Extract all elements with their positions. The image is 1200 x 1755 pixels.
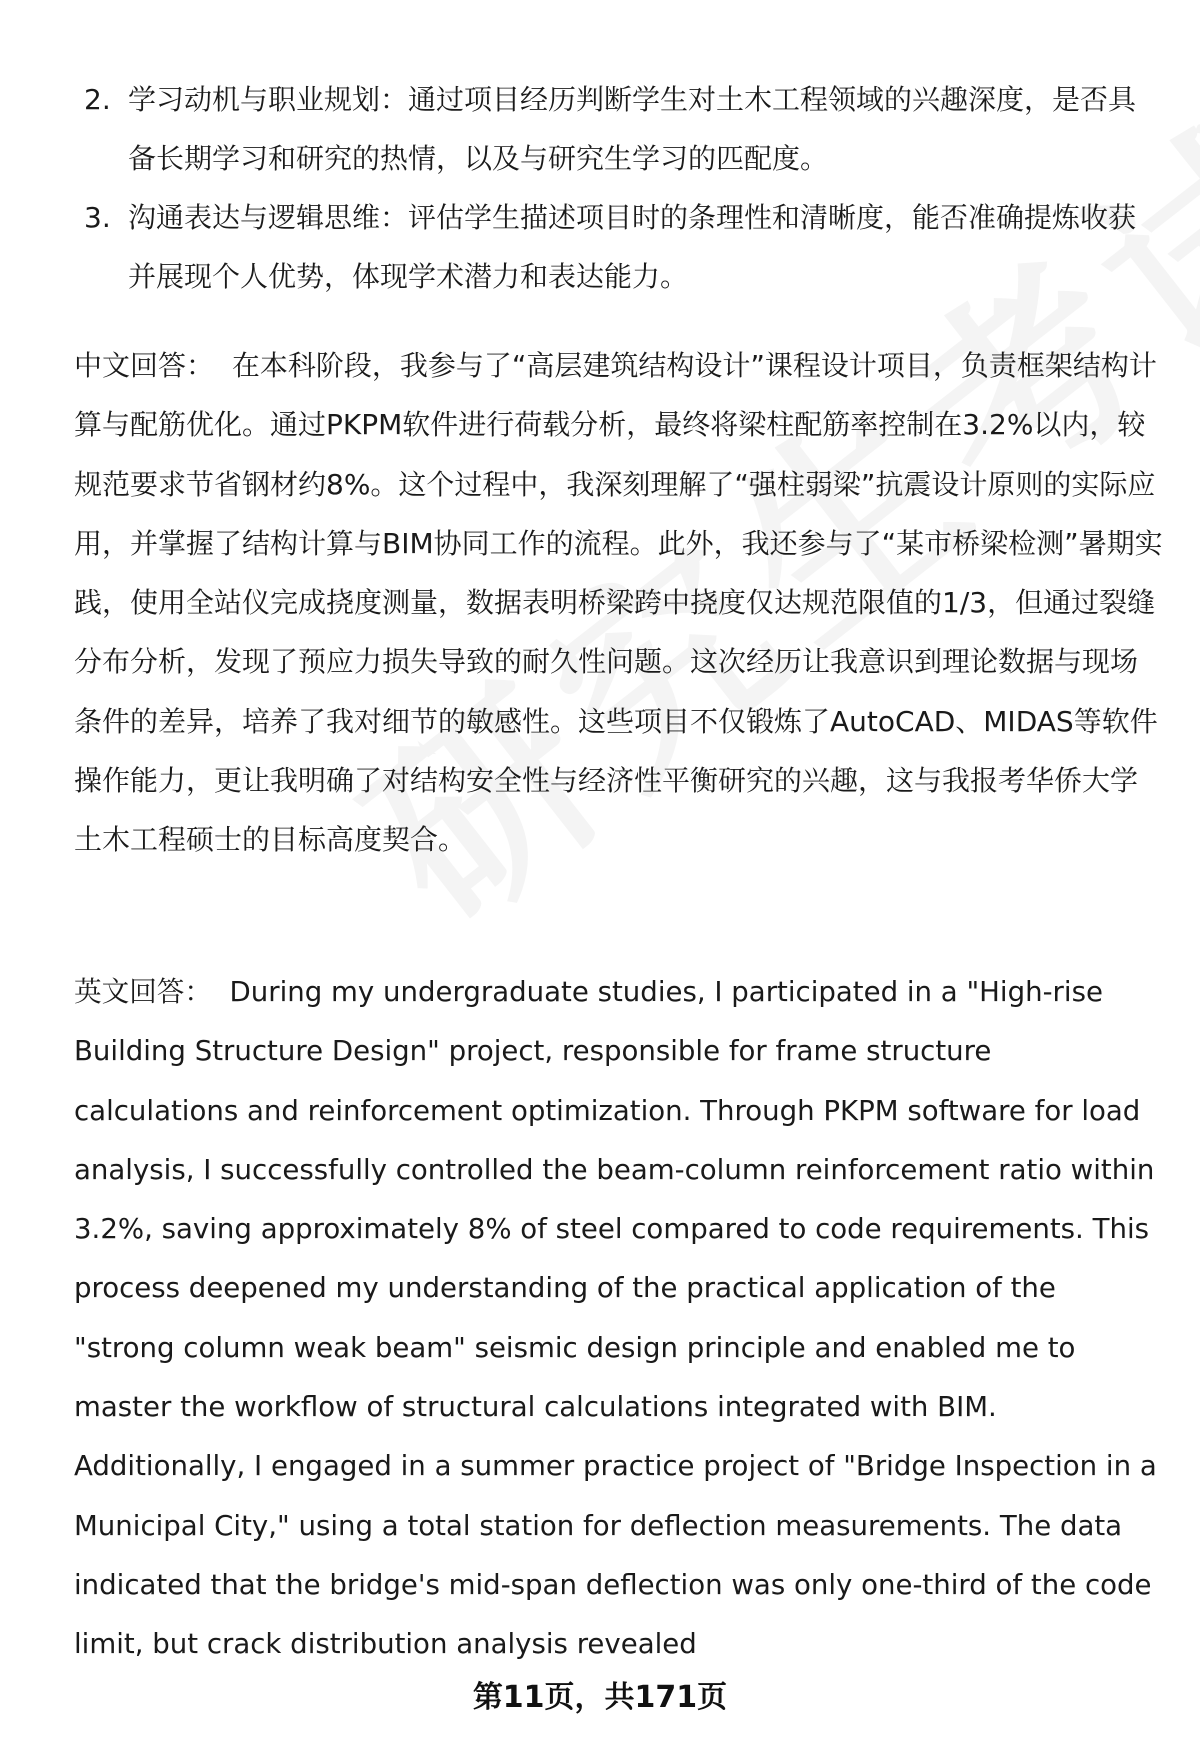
list-item [74,188,1154,306]
english-answer [74,962,1164,1674]
list-item-text: 沟通表达与逻辑思维：评估学生描述项目时的条理性和清晰度，能否准确提炼收获并展现个人优势，体现学术潜力和表达能力。 [128,201,1137,293]
criteria-list [74,70,1154,306]
chinese-answer-label: 中文回答： [74,349,215,382]
chinese-answer-text: 在本科阶段，我参与了“高层建筑结构设计”课程设计项目，负责框架结构计算与配筋优化。通过PKPM软件进行荷载分析，最终将梁柱配筋率控制在3.2%以内，较规范要求节省钢材约8%。这个过程中，我深刻理解了“强柱弱梁”抗震设计原则的实际应用，并掌握了结构计算与BIM协同工作的流程。此外，我还参与了“某市桥梁检测”暑期实践，使用全站仪完成挠度测量，数据表明桥梁跨中挠度仅达规范限值的1/3，但通过裂缝分布分析，发现了预应力损失导致的耐久性问题。这次经历让我意识到理论数据与现场条件的差异，培养了我对细节的敏感性。这些项目不仅锻炼了AutoCAD、MIDAS等软件操作能力，更让我明确了对结构安全性与经济性平衡研究的兴趣，这与我报考华侨大学土木工程硕士的目标高度契合。 [74,349,1163,857]
list-item-number: 3. [84,201,111,234]
chinese-answer [74,336,1164,870]
list-item-text: 学习动机与职业规划：通过项目经历判断学生对土木工程领域的兴趣深度，是否具备长期学习和研究的热情，以及与研究生学习的匹配度。 [128,83,1137,175]
list-item [74,70,1154,188]
english-answer-text: During my undergraduate studies, I participated in a "High-rise Building Structure Design" project, responsible for frame structure calculations and reinforcement optimization. Through PKPM software for load analysis, I successfully controlled the beam-column reinforcement ratio within 3.2%, saving approximately 8% of steel compared to code requirements. This process deepened my understanding of the practical application of the "strong column weak beam" seismic design principle and enabled me to master the workflow of structural calculations integrated with BIM. Additionally, I engaged in a summer practice project of "Bridge Inspection in a Municipal City," using a total station for deflection measurements. The data indicated that the bridge's mid-span deflection was only one-third of the code limit, but crack distribution analysis revealed [74,975,1157,1661]
list-item-number: 2. [84,83,111,116]
english-answer-label: 英文回答： [74,975,212,1008]
page-number-footer: 第11页，共171页 [472,1680,728,1715]
